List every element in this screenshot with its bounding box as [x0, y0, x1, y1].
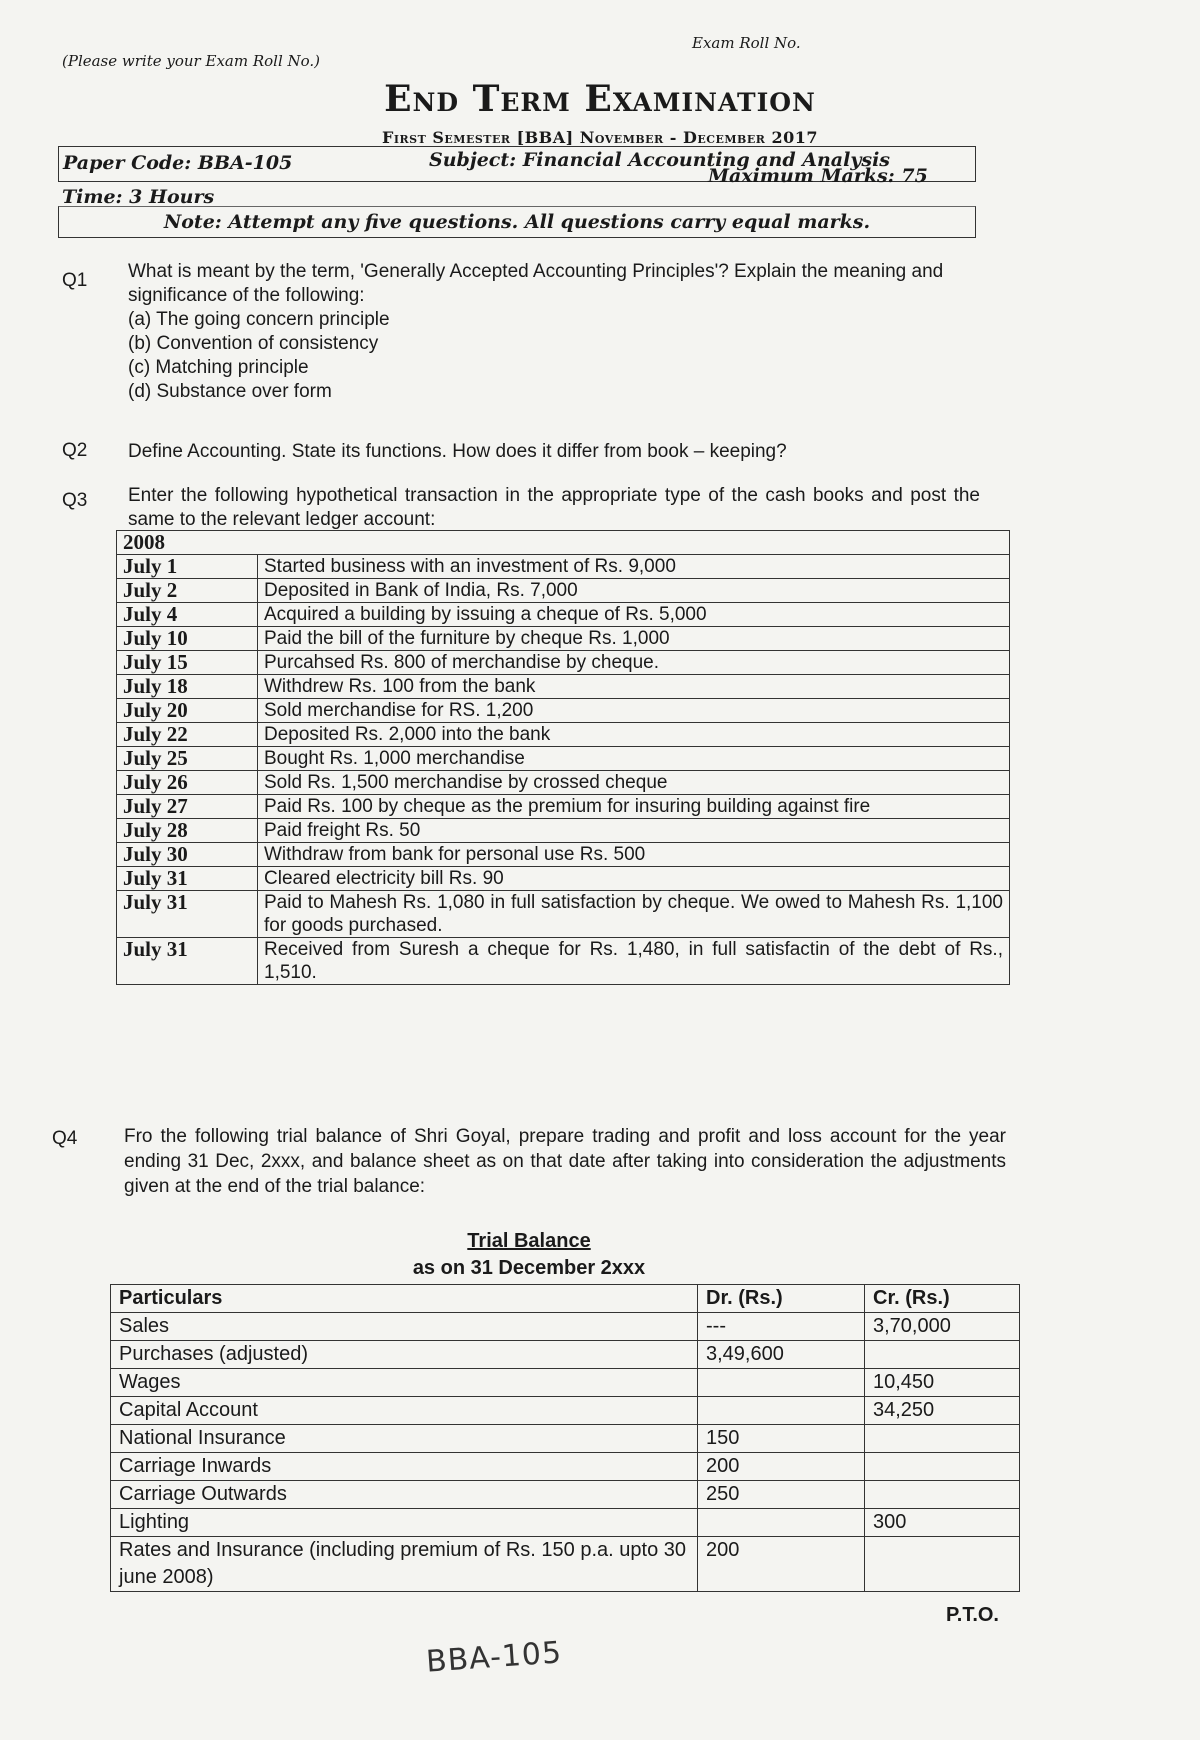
transaction-description: Deposited Rs. 2,000 into the bank — [258, 723, 1010, 747]
table-row — [117, 579, 1010, 603]
table-row — [117, 675, 1010, 699]
credit-cell: 3,70,000 — [865, 1313, 1020, 1341]
transaction-date: July 31 — [117, 867, 258, 891]
q1-text: What is meant by the term, 'Generally Accepted Accounting Principles'? Explain the meaning and significance of the following: — [128, 261, 944, 306]
table-row — [117, 651, 1010, 675]
credit-cell — [865, 1425, 1020, 1453]
credit-cell — [865, 1481, 1020, 1509]
particulars-cell: Lighting — [111, 1509, 698, 1537]
transaction-description: Bought Rs. 1,000 merchandise — [258, 747, 1010, 771]
debit-cell: 3,49,600 — [698, 1341, 865, 1369]
q3-text: Enter the following hypothetical transaction in the appropriate type of the cash books and post the same to the relevant ledger account: — [128, 485, 980, 530]
transaction-description: Paid freight Rs. 50 — [258, 819, 1010, 843]
transaction-date: July 25 — [117, 747, 258, 771]
q2-number: Q2 — [62, 440, 88, 461]
q2-text: Define Accounting. State its functions. How does it differ from book – keeping? — [128, 441, 787, 462]
particulars-cell: Wages — [111, 1369, 698, 1397]
table-row — [117, 555, 1010, 579]
roll-label: Exam Roll No. — [692, 34, 801, 52]
transaction-description: Paid to Mahesh Rs. 1,080 in full satisfaction by cheque. We owed to Mahesh Rs. 1,100 for goods purchased. — [258, 891, 1010, 938]
transaction-date: July 18 — [117, 675, 258, 699]
exam-time: Time: 3 Hours — [62, 186, 215, 208]
table-row — [117, 795, 1010, 819]
exam-subtitle: First Semester [BBA] November - December 2017 — [382, 128, 818, 147]
q1-item: (d) Substance over form — [128, 381, 332, 402]
table-row — [117, 723, 1010, 747]
credit-cell: 10,450 — [865, 1369, 1020, 1397]
trial-balance-subtitle: as on 31 December 2xxx — [412, 1257, 646, 1279]
transaction-date: July 4 — [117, 603, 258, 627]
credit-cell — [865, 1341, 1020, 1369]
transaction-date: July 15 — [117, 651, 258, 675]
q1-item: (a) The going concern principle — [128, 309, 390, 330]
table-row — [117, 938, 1010, 985]
debit-cell — [698, 1509, 865, 1537]
year-cell: 2008 — [117, 531, 1010, 555]
table-row — [117, 603, 1010, 627]
particulars-cell: Carriage Outwards — [111, 1481, 698, 1509]
table-row — [111, 1537, 1020, 1592]
paper-code: Paper Code: BBA-105 — [63, 152, 293, 174]
exam-title: End Term Examination — [384, 78, 816, 120]
transaction-description: Acquired a building by issuing a cheque of Rs. 5,000 — [258, 603, 1010, 627]
debit-cell — [698, 1397, 865, 1425]
particulars-cell: National Insurance — [111, 1425, 698, 1453]
transaction-date: July 1 — [117, 555, 258, 579]
table-row — [111, 1425, 1020, 1453]
transaction-date: July 10 — [117, 627, 258, 651]
transaction-date: July 28 — [117, 819, 258, 843]
table-row — [111, 1453, 1020, 1481]
col-header-particulars: Particulars — [111, 1285, 698, 1313]
particulars-cell: Carriage Inwards — [111, 1453, 698, 1481]
credit-cell — [865, 1537, 1020, 1592]
transaction-description: Sold merchandise for RS. 1,200 — [258, 699, 1010, 723]
transaction-date: July 30 — [117, 843, 258, 867]
q1-item: (b) Convention of consistency — [128, 333, 379, 354]
col-header-dr: Dr. (Rs.) — [698, 1285, 865, 1313]
debit-cell: 200 — [698, 1537, 865, 1592]
q1-number: Q1 — [62, 270, 88, 291]
transaction-date: July 27 — [117, 795, 258, 819]
subject: Subject: Financial Accounting and Analysis — [429, 149, 890, 171]
roll-note: (Please write your Exam Roll No.) — [62, 52, 321, 70]
table-row — [111, 1313, 1020, 1341]
table-row — [117, 699, 1010, 723]
table-row — [111, 1481, 1020, 1509]
table-row — [111, 1369, 1020, 1397]
transaction-description: Withdrew Rs. 100 from the bank — [258, 675, 1010, 699]
table-row — [117, 627, 1010, 651]
transaction-description: Paid the bill of the furniture by cheque Rs. 1,000 — [258, 627, 1010, 651]
particulars-cell: Capital Account — [111, 1397, 698, 1425]
transaction-description: Received from Suresh a cheque for Rs. 1,480, in full satisfactin of the debt of Rs., 1,510. — [258, 938, 1010, 985]
particulars-cell: Purchases (adjusted) — [111, 1341, 698, 1369]
q3-transactions-table — [116, 530, 1010, 985]
particulars-cell: Rates and Insurance (including premium of Rs. 150 p.a. upto 30 june 2008) — [111, 1537, 698, 1592]
debit-cell: 200 — [698, 1453, 865, 1481]
transaction-description: Sold Rs. 1,500 merchandise by crossed cheque — [258, 771, 1010, 795]
table-row — [111, 1341, 1020, 1369]
credit-cell: 34,250 — [865, 1397, 1020, 1425]
transaction-description: Withdraw from bank for personal use Rs. 500 — [258, 843, 1010, 867]
table-row — [117, 843, 1010, 867]
credit-cell: 300 — [865, 1509, 1020, 1537]
particulars-cell: Sales — [111, 1313, 698, 1341]
pto-label: P.T.O. — [946, 1604, 999, 1626]
transaction-date: July 20 — [117, 699, 258, 723]
debit-cell: 250 — [698, 1481, 865, 1509]
q1-body — [128, 260, 974, 404]
table-row — [117, 531, 1010, 555]
instructions-note: Note: Attempt any five questions. All questions carry equal marks. — [58, 206, 976, 238]
transaction-description: Purcahsed Rs. 800 of merchandise by cheque. — [258, 651, 1010, 675]
transaction-date: July 2 — [117, 579, 258, 603]
trial-balance-table — [110, 1284, 1020, 1592]
handwritten-code: BBA-105 — [424, 1635, 564, 1680]
table-row — [117, 747, 1010, 771]
transaction-description: Deposited in Bank of India, Rs. 7,000 — [258, 579, 1010, 603]
col-header-cr: Cr. (Rs.) — [865, 1285, 1020, 1313]
debit-cell: --- — [698, 1313, 865, 1341]
transaction-description: Started business with an investment of Rs. 9,000 — [258, 555, 1010, 579]
max-marks: Maximum Marks: 75 — [708, 165, 928, 187]
transaction-date: July 31 — [117, 891, 258, 938]
credit-cell — [865, 1453, 1020, 1481]
table-row — [117, 819, 1010, 843]
table-row — [117, 771, 1010, 795]
table-header-row — [111, 1285, 1020, 1313]
table-row — [111, 1509, 1020, 1537]
transaction-description: Cleared electricity bill Rs. 90 — [258, 867, 1010, 891]
transaction-date: July 22 — [117, 723, 258, 747]
q3-number: Q3 — [62, 490, 88, 511]
transaction-description: Paid Rs. 100 by cheque as the premium for insuring building against fire — [258, 795, 1010, 819]
table-row — [117, 867, 1010, 891]
debit-cell — [698, 1369, 865, 1397]
debit-cell: 150 — [698, 1425, 865, 1453]
q1-item: (c) Matching principle — [128, 357, 309, 378]
trial-balance-title: Trial Balance — [467, 1230, 591, 1252]
table-row — [111, 1397, 1020, 1425]
transaction-date: July 31 — [117, 938, 258, 985]
transaction-date: July 26 — [117, 771, 258, 795]
q4-number: Q4 — [52, 1128, 78, 1149]
table-row — [117, 891, 1010, 938]
q4-text: Fro the following trial balance of Shri Goyal, prepare trading and profit and loss account for the year ending 31 Dec, 2xxx, and balance sheet as on that date after taking into consideration the adjustments given at the end of the trial balance: — [124, 1126, 1006, 1197]
